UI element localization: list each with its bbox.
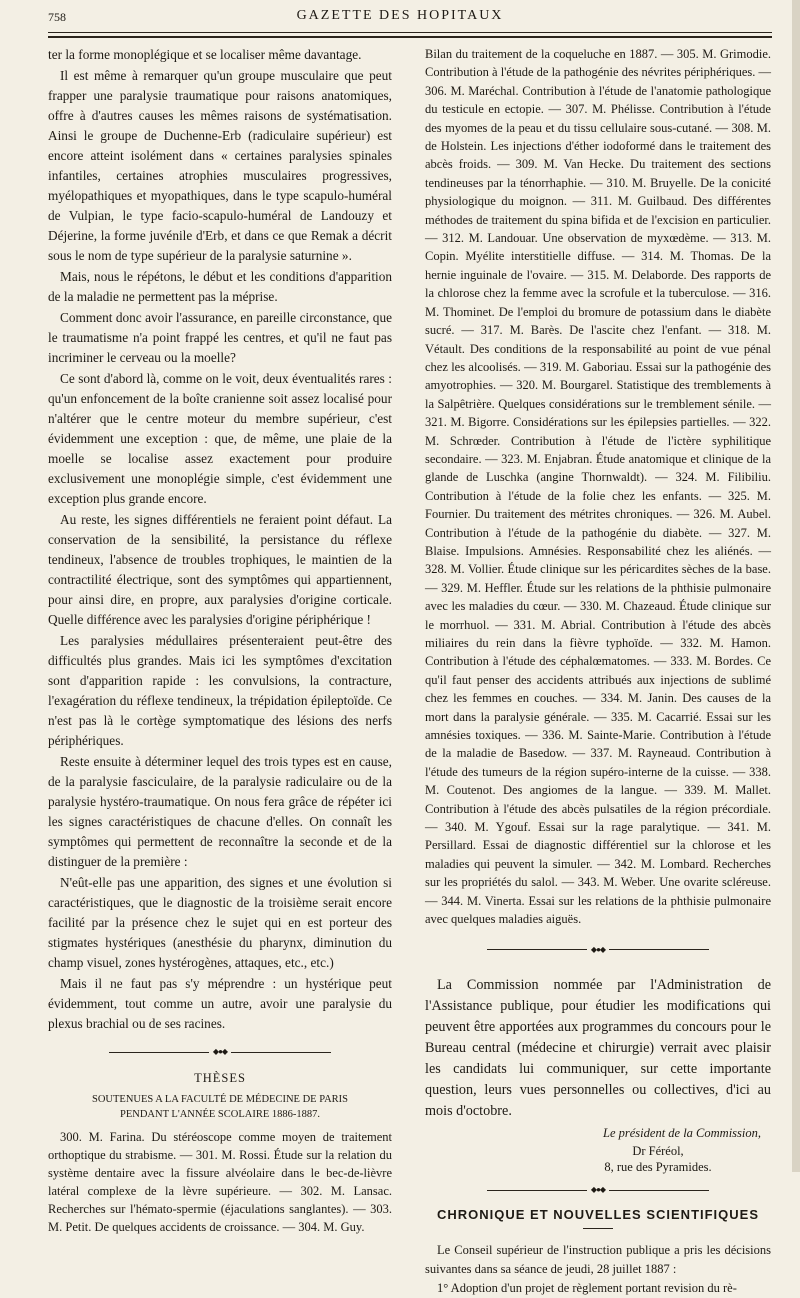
paragraph: Ce sont d'abord là, comme on le voit, deux éventualités rares : qu'un enfoncement de la boîte cranienne soit assez localisé pour n'altérer que le centre moteur du membre supérieur, c'est évidemment une exception : que, de même, une plaie de la moelle se localise assez exactement pour produire exclusivement une monoplégie simple, c'est évidemment une exception plus grande encore.: [48, 371, 392, 506]
theses-subtitle-line: PENDANT L'ANNÉE SCOLAIRE 1886-1887.: [119, 1109, 321, 1121]
header-rule-thick: [48, 36, 772, 38]
paragraph: Au reste, les signes différentiels ne feraient point défaut. La conservation de la sensibilité, la persistance du réflexe tendineux, l'absence de troubles trophiques, le maintien de la contractilité électrique, sont des symptômes qui appartiennent, pour ainsi dire, en propre, aux paralysies d'origine corticale. Quelle différence avec les paralysies d'origine périphérique !: [48, 512, 392, 627]
journal-title: GAZETTE DES HOPITAUX: [296, 8, 504, 23]
paragraph: Les paralysies médullaires présenteraient peut-être des difficultés plus grandes. Mais ici les symptômes d'excitation sont d'apparition rapide : les convulsions, la contracture, l'exagération du réflexe tendineux, la trépidation épileptoïde. Ce n'est pas là le cortège symptomatique des lésions des nerfs périphériques.: [48, 633, 392, 748]
chronique-title: CHRONIQUE ET NOUVELLES SCIENTIFIQUES: [436, 1206, 760, 1222]
paragraph: 1° Adoption d'un projet de règlement portant revision du rè-: [437, 1280, 737, 1295]
theses-list-continued: Bilan du traitement de la coqueluche en 1887. — 305. M. Grimodie. Contribution à l'étude de la pathogénie des névrites périphériques. — 306. M. Maréchal. Contribution à l'étude de l'anatomie pathologique du testicule en ectopie. — 307. M. Phélisse. Contribution à l'étude des myomes de la peau et du tissu cellulaire sous-cutané. — 308. M. de Holstein. Les injections d'éther iodoformé dans le traitement des abcès froids. — 309. M. Van Hecke. Du traitement des sections tendineuses par la ténorrhaphie. — 310. M. Bruyelle. De la conicité physiologique du moignon. — 311. M. Guilbaud. Des différentes méthodes de traitement du spina bifida et de l'excision en particulier. — 312. M. Landouar. Une observation de myxœdème. — 313. M. Copin. Myélite interstitielle diffuse. — 314. M. Thomas. De la hernie inguinale de l'ovaire. — 315. M. Delaborde. Des rapports de la chlorose chez la femme avec la scrofule et la tuberculose. — 316. M. Thominet. De l'emploi du bromure de potassium dans le diabète sucré. — 317. M. Barès. De l'ascite chez l'enfant. — 318. M. Vétault. Des conditions de la responsabilité au point de vue pénal chez les alcoolisés. — 319. M. Gaboriau. Essai sur la pathogénie des amyotrophies. — 320. M. Bourgarel. Statistique des tremblements à la Salpêtrière. Quelques considérations sur le tremblement sénile. — 321. M. Bigorre. Considérations sur les épilepsies partielles. — 322. M. Schrœder. Contribution à l'étude de l'ictère syphilitique secondaire. — 323. M. Enjabran. Étude anatomique et clinique de la glande de Luschka (angine Thornwaldt). — 324. M. Filibiliu. Contribution à l'étude de la folie chez les enfants. — 325. M. Fournier. Du traitement des métrites chroniques. — 326. M. Aubel. Contribution à l'étude de la pathogénie du diabète. — 327. M. Blaise. Impulsions. Amnésies. Responsabilité chez les aliénés. — 328. M. Vollier. Étude clinique sur les péricardites sèches de la base. — 329. M. Heffler. Étude sur les relations de la phthisie pulmonaire avec les maladies du cœur. — 330. M. Chazeaud. Étude clinique sur le morrhuol. — 331. M. Abrial. Contribution à l'étude des abcès miliaires du rein dans la fièvre typhoïde. — 332. M. Hamon. Contribution à l'étude des céphalœmatomes. — 333. M. Bordes. Ce qu'il faut penser des accidents attribués aux injections de sublimé chez les femmes en couches. — 334. M. Janin. Des causes de la mort dans la paralysie générale. — 335. M. Cacarrié. Essai sur les amnésies toxiques. — 336. M. Sainte-Marie. Contribution à l'étude de la maladie de Basedow. — 337. M. Rayneaud. Contribution à l'étude des tumeurs de la région supéro-interne de la cuisse. — 338. M. Coutenot. Des angiomes de la langue. — 339. M. Mallet. Contribution à l'étude des abcès pulsatiles de la région précordiale. — 340. M. Ygouf. Essai sur la rage paralytique. — 341. M. Persillard. Essai de diagnostic différentiel sur la chlorose et les maladies qui peuvent la simuler. — 342. M. Lombard. Recherches sur les propriétés du salol. — 343. M. Weber. Une ovarite scléreuse. — 344. M. Vinerta. Essai sur les relations de la phthisie pulmonaire avec quelques maladies aiguës.: [425, 47, 771, 927]
header-rule-thin: [48, 32, 772, 33]
signature-title: Le président de la Commission,: [603, 1126, 761, 1141]
right-column: [425, 45, 771, 1298]
left-column: [48, 45, 392, 1237]
paragraph: ter la forme monoplégique et se localiser même davantage.: [48, 47, 362, 62]
signature-name: Dr Féréol,: [632, 1143, 684, 1158]
ornament-divider: ◆●◆: [425, 1181, 771, 1200]
ornament-divider: ◆●◆: [48, 1042, 392, 1062]
theses-list: 300. M. Farina. Du stéréoscope comme moyen de traitement orthoptique du strabisme. — 301. M. Rossi. Étude sur la relation du système dentaire avec la fissure alvéolaire dans le bec-de-lièvre latéral complexe de la lèvre supérieure. — 302. M. Lansac. Recherches sur l'hémato-spermie (éjaculations sanglantes). — 303. M. Petit. De quelques accidents de croissance. — 304. M. Guy.: [48, 1130, 392, 1235]
theses-subtitle: [48, 1092, 392, 1122]
paragraph: N'eût-elle pas une apparition, des signes et une évolution si caractéristiques, que le diagnostic de la troisième serait encore facilité par la présence chez le sujet qui en est porteur des stigmates hystériques (anesthésie du pharynx, diminution du champ visuel, zones hystérogènes, attaques, etc., etc.): [48, 875, 392, 970]
commission-notice: La Commission nommée par l'Administration de l'Assistance publique, pour étudier les modifications qui peuvent être apportées aux programmes du concours pour le Bureau central (médecine et chirurgie) verrait avec plaisir les candidats lui communiquer, sur cette importante question, leurs vues personnelles ou collectives, d'ici au mois d'octobre.: [425, 977, 771, 1120]
page-number: 758: [48, 10, 66, 24]
signature-address: 8, rue des Pyramides.: [604, 1159, 712, 1174]
paragraph: Le Conseil supérieur de l'instruction publique a pris les décisions suivantes dans sa séance de jeudi, 28 juillet 1887 :: [425, 1243, 771, 1276]
paragraph: Mais, nous le répétons, le début et les conditions d'apparition de la maladie ne permettent pas la méprise.: [48, 269, 392, 304]
ornament-divider: ◆●◆: [425, 941, 771, 960]
theses-title: THÈSES: [194, 1071, 246, 1086]
paragraph: Mais il ne faut pas s'y méprendre : un hystérique peut évidemment, tout comme un autre, avoir une paralysie du plexus brachial ou de ses racines.: [48, 976, 392, 1031]
paragraph: Reste ensuite à déterminer lequel des trois types est en cause, de la paralysie fasciculaire, de la paralysie radiculaire ou de la paralysie hystéro-traumatique. On nous fera grâce de répéter ici les signes caractéristiques de chacune d'elles. On connaît les symptômes qui permettent de reconnaître la seconde et de la distinguer de la première :: [48, 754, 392, 869]
paragraph: Il est même à remarquer qu'un groupe musculaire que peut frapper une paralysie traumatique pour raisons anatomiques, offre à d'autres causes les mêmes raisons de systématisation. Ainsi le groupe de Duchenne-Erb (radiculaire supérieur) est encore atteint isolément dans « certaines paralysies spinales infantiles, certaines atrophies musculaires progressives, myélopathiques et myopathiques, dans le type scapulo-huméral de Vulpian, le type facio-scapulo-huméral de Landouzy et Déjerine, la forme juvénile d'Erb, et dans ce que Remak a décrit sous le nom de type supérieur de la paralysie saturnine ».: [48, 68, 392, 263]
short-rule: [583, 1228, 613, 1229]
page-edge: [792, 0, 800, 1172]
theses-subtitle-line: SOUTENUES A LA FACULTÉ DE MÉDECINE DE PARIS: [91, 1094, 348, 1106]
paragraph: Comment donc avoir l'assurance, en pareille circonstance, que le traumatisme n'a point frappé les centres, et qu'il ne faut pas incriminer le cerveau ou la moelle?: [48, 310, 392, 365]
